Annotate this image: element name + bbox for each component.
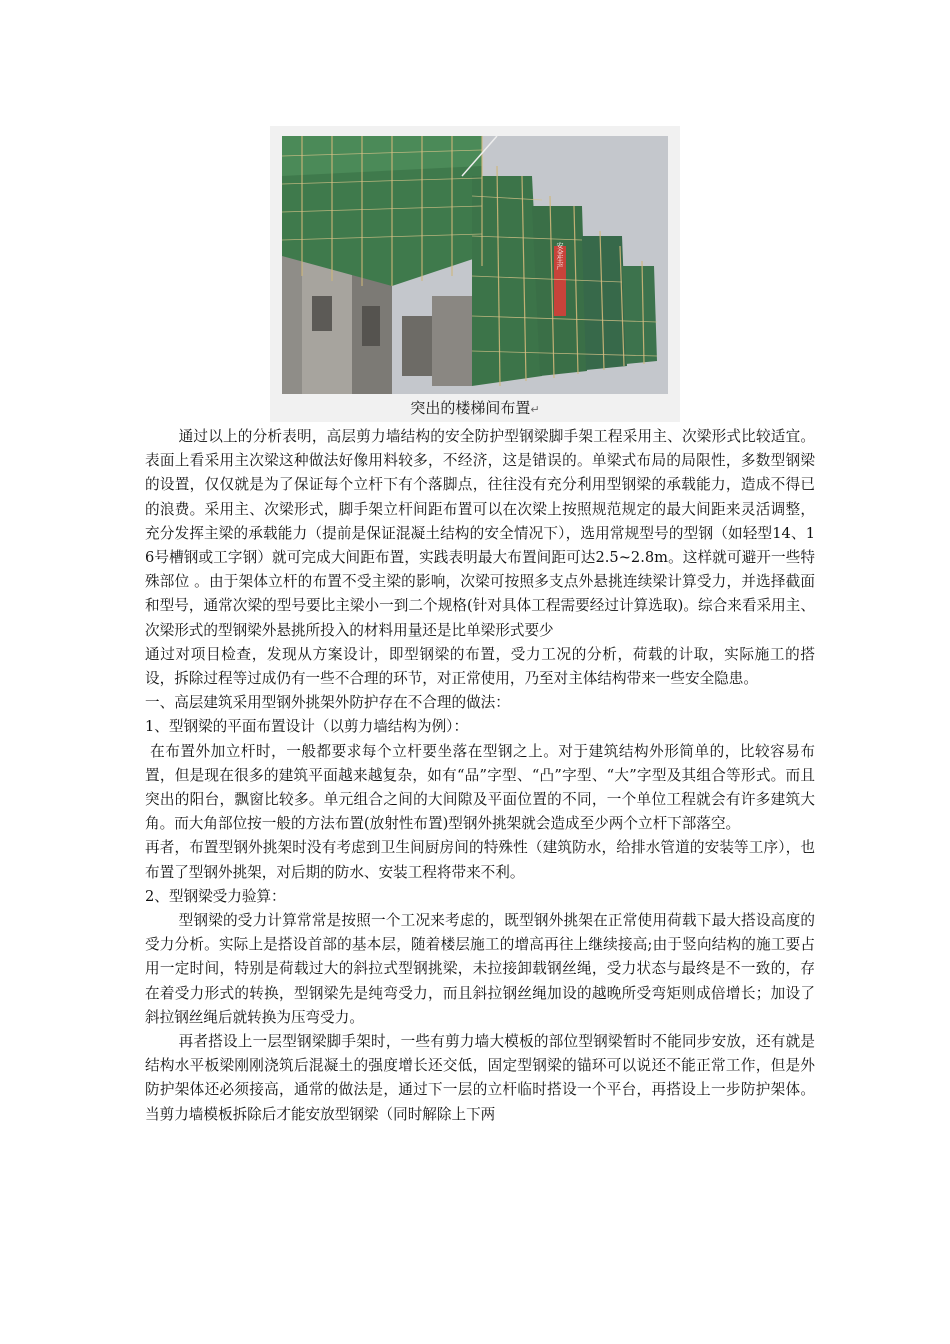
body-text (145, 425, 815, 1127)
caption-text: 突出的楼梯间布置 (410, 399, 531, 417)
paragraph: 通过对项目检查，发现从方案设计，即型钢梁的布置，受力工况的分析，荷载的计取，实际施工的搭设，拆除过程等过成仍有一些不合理的环节，对正常使用，乃至对主体结构带来一些安全隐患。 (145, 645, 815, 688)
paragraph: 再者搭设上一层型钢梁脚手架时，一些有剪力墙大模板的部位型钢梁暂时不能同步安放，还有就是结构水平板梁刚刚浇筑后混凝土的强度增长还交低，固定型钢梁的锚环可以说还不能正常工作，但是外防护架体还必须接高，通常的做法是，通过下一层的立杆临时搭设一个平台，再搭设上一步防护架体。当剪力墙模板拆除后才能安放型钢梁（同时解除上下两 (145, 1033, 815, 1123)
figure (270, 126, 680, 422)
banner-text: 安全生产 (556, 242, 564, 270)
paragraph: 型钢梁的受力计算常常是按照一个工况来考虑的，既型钢外挑架在正常使用荷载下最大搭设高度的受力分析。实际上是搭设首部的基本层，随着楼层施工的增高再往上继续接高;由于竖向结构的施工要占用一定时间，特别是荷载过大的斜拉式型钢挑梁，未拉接卸载钢丝绳，受力状态与最终是不一致的，存在着受力形式的转换，型钢梁先是纯弯受力，而且斜拉钢丝绳加设的越晚所受弯矩则成倍增长；加设了斜拉钢丝绳后就转换为压弯受力。 (145, 912, 815, 1026)
paragraph: 通过以上的分析表明，高层剪力墙结构的安全防护型钢梁脚手架工程采用主、次梁形式比较适宜。表面上看采用主次梁这种做法好像用料较多，不经济，这是错误的。单梁式布局的局限性，多数型钢梁的设置，仅仅就是为了保证每个立杆下有个落脚点，往往没有充分利用型钢梁的承载能力，造成不得已的浪费。采用主、次梁形式，脚手架立杆间距布置可以在次梁上按照规范规定的最大间距来灵活调整，充分发挥主梁的承载能力（提前是保证混凝土结构的安全情况下），选用常规型号的型钢（如轻型14、16号槽钢或工字钢）就可完成大间距布置，实践表明最大布置间距可达2.5~2.8m。这样就可避开一些特殊部位 。由于架体立杆的布置不受主梁的影响，次梁可按照多支点外悬挑连续梁计算受力，并选择截面和型号，通常次梁的型号要比主梁小一到二个规格(针对具体工程需要经过计算选取)。综合来看采用主、次梁形式的型钢梁外悬挑所投入的材料用量还是比单梁形式要少 (145, 428, 815, 639)
paragraph: 再者，布置型钢外挑架时没有考虑到卫生间厨房间的特殊性（建筑防水，给排水管道的安装等工序），也布置了型钢外挑架，对后期的防水、安装工程将带来不利。 (145, 839, 815, 881)
construction-photo (282, 136, 668, 394)
subsection-heading: 2、型钢梁受力验算： (145, 887, 286, 905)
section-heading: 一、高层建筑采用型钢外挑架外防护存在不合理的做法： (145, 694, 510, 712)
subsection-heading: 1、型钢梁的平面布置设计（以剪力墙结构为例）： (145, 718, 469, 736)
return-mark-icon: ↵ (530, 403, 540, 416)
figure-caption (270, 398, 680, 420)
paragraph: 在布置外加立杆时，一般都要求每个立杆要坐落在型钢之上。对于建筑结构外形简单的，比较容易布置，但是现在很多的建筑平面越来越复杂，如有“品”字型、“凸”字型、“大”字型及其组合等形式。而且突出的阳台，飘窗比较多。单元组合之间的大间隙及平面位置的不同，一个单位工程就会有许多建筑大角。而大角部位按一般的方法布置(放射性布置)型钢外挑架就会造成至少两个立杆下部落空。 (145, 742, 815, 833)
